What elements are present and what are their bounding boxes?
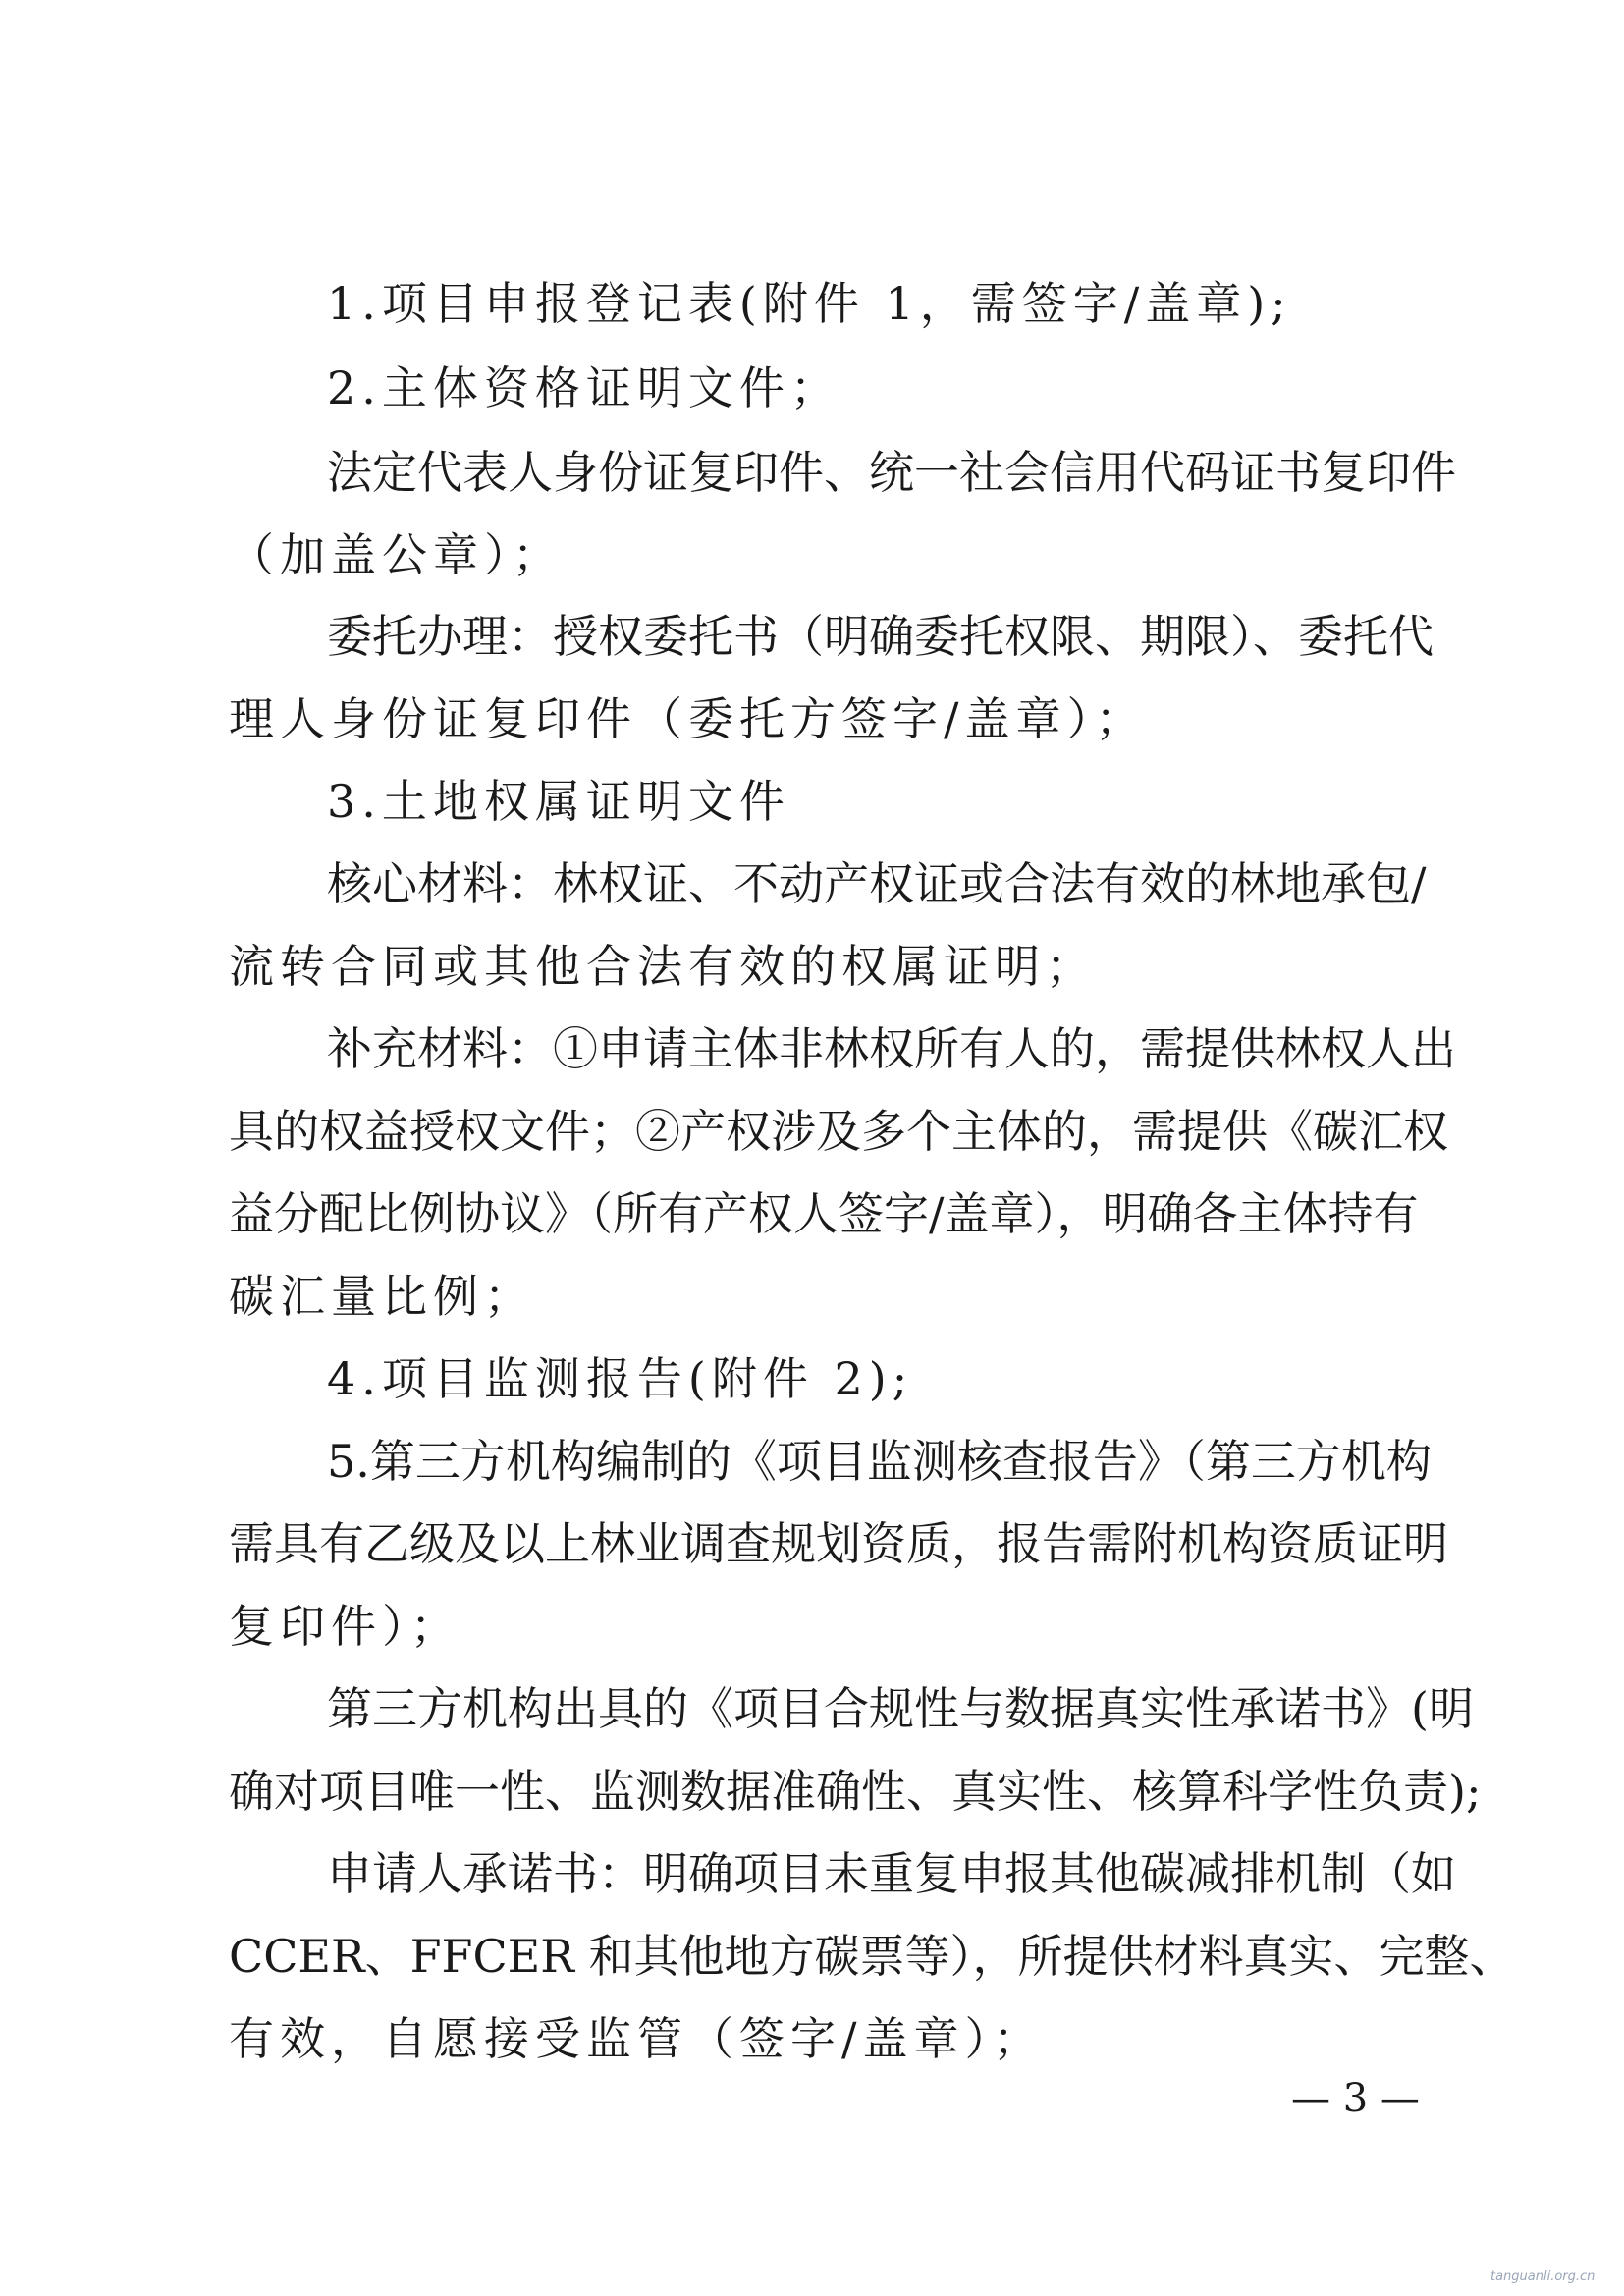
text-line-21: CCER、FFCER 和其他地方碳票等），所提供材料真实、完整、	[229, 1930, 1515, 1983]
text-line-12: 益分配比例协议》（所有产权人签字/盖章），明确各主体持有	[229, 1187, 1419, 1240]
text-line-2: 2.主体资格证明文件；	[327, 361, 841, 414]
text-line-20: 申请人承诺书：明确项目未重复申报其他碳减排机制（如	[327, 1847, 1456, 1900]
page-number: — 3 —	[1291, 2076, 1420, 2121]
text-line-5: 委托办理：授权委托书（明确委托权限、期限）、委托代	[327, 610, 1434, 663]
text-line-22: 有效，自愿接受监管（签字/盖章）；	[229, 2012, 1045, 2065]
text-line-14: 4.项目监测报告(附件 2);	[327, 1352, 914, 1405]
text-line-16: 需具有乙级及以上林业调查规划资质，报告需附机构资质证明	[229, 1517, 1448, 1570]
text-line-8: 核心材料：林权证、不动产权证或合法有效的林地承包/	[327, 857, 1427, 910]
text-line-6: 理人身份证复印件（委托方签字/盖章）；	[229, 692, 1147, 745]
text-line-11: 具的权益授权文件；②产权涉及多个主体的，需提供《碳汇权	[229, 1105, 1448, 1158]
text-line-18: 第三方机构出具的《项目合规性与数据真实性承诺书》(明	[327, 1682, 1474, 1735]
text-line-1: 1.项目申报登记表(附件 1，需签字/盖章);	[327, 277, 1292, 330]
text-line-9: 流转合同或其他合法有效的权属证明；	[229, 940, 1097, 993]
text-line-3: 法定代表人身份证复印件、统一社会信用代码证书复印件	[327, 446, 1456, 499]
text-line-17: 复印件）；	[229, 1600, 461, 1653]
text-line-13: 碳汇量比例；	[229, 1270, 535, 1323]
text-line-10: 补充材料：①申请主体非林权所有人的，需提供林权人出	[327, 1022, 1456, 1075]
text-line-15: 5.第三方机构编制的《项目监测核查报告》（第三方机构	[327, 1435, 1432, 1488]
text-line-4: （加盖公章）；	[229, 528, 564, 581]
text-line-7: 3.土地权属证明文件	[327, 775, 790, 828]
watermark: tanguanli.org.cn	[1490, 2269, 1596, 2284]
text-line-19: 确对项目唯一性、监测数据准确性、真实性、核算科学性负责);	[229, 1765, 1482, 1818]
